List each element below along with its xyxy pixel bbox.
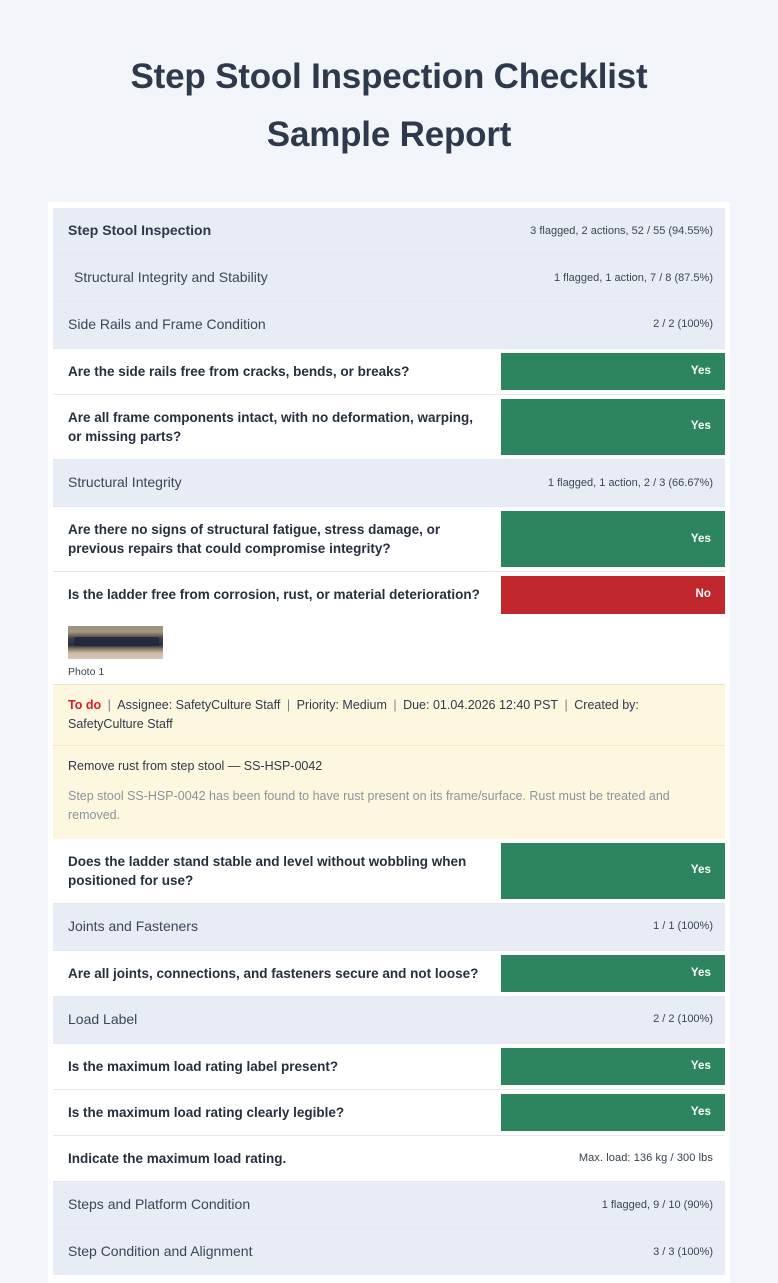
action-status-badge: To do	[68, 697, 102, 712]
section-label: Side Rails and Frame Condition	[53, 302, 501, 348]
question-row-are-there-no-signs-of-structural-fatigue-s	[53, 506, 725, 571]
question-row-are-all-joints-connections-and-fasteners-s	[53, 950, 725, 996]
checklist-card	[48, 202, 730, 1283]
action-due-date: Due: 01.04.2026 12:40 PST	[403, 697, 559, 712]
question-row-does-the-ladder-stand-stable-and-level-wit	[53, 839, 725, 903]
photo-caption: Photo 1	[68, 665, 105, 678]
section-label: Step Condition and Alignment	[53, 1229, 501, 1275]
photo-attachment	[53, 618, 725, 684]
question-row-is-the-ladder-free-from-corrosion-rust-or-	[53, 571, 725, 617]
section-label: Structural Integrity	[53, 460, 501, 506]
section-score: 1 flagged, 1 action, 7 / 8 (87.5%)	[501, 255, 725, 301]
section-score: 3 flagged, 2 actions, 52 / 55 (94.55%)	[501, 208, 725, 254]
action-assignee: Assignee: SafetyCulture Staff	[117, 697, 281, 712]
answer-cell	[501, 839, 725, 903]
section-row-step-stool-inspection	[53, 208, 725, 254]
meta-separator: |	[561, 697, 572, 712]
answer-cell	[501, 572, 725, 617]
answer-badge: Max. load: 136 kg / 300 lbs	[578, 1152, 713, 1165]
section-score: 1 flagged, 1 action, 2 / 3 (66.67%)	[501, 460, 725, 506]
answer-cell	[501, 349, 725, 394]
question-label: Is the maximum load rating label present?	[53, 1044, 501, 1089]
action-created-by: Created by: SafetyCulture Staff	[68, 697, 639, 731]
answer-badge: Yes	[501, 1048, 725, 1085]
page-title	[0, 0, 778, 164]
section-label: Joints and Fasteners	[53, 904, 501, 950]
section-row-load-label	[53, 996, 725, 1043]
answer-badge: No	[501, 576, 725, 613]
section-score: 3 / 3 (100%)	[501, 1229, 725, 1275]
question-label: Are all joints, connections, and fasteners secure and not loose?	[53, 951, 501, 996]
action-description: Step stool SS-HSP-0042 has been found to have rust present on its frame/surface. Rust must be treated and removed.	[68, 789, 670, 822]
section-row-step-condition-and-alignment	[53, 1228, 725, 1275]
action-title: Remove rust from step stool — SS-HSP-0042	[68, 759, 323, 774]
question-label: Does the ladder stand stable and level without wobbling when positioned for use?	[53, 839, 501, 903]
action-priority: Priority: Medium	[296, 697, 387, 712]
section-row-joints-and-fasteners	[53, 903, 725, 950]
section-score: 2 / 2 (100%)	[501, 997, 725, 1043]
page-title-line-1: Step Stool Inspection Checklist	[130, 57, 648, 96]
page-title-line-2: Sample Report	[266, 115, 512, 155]
action-meta-bar	[53, 684, 725, 746]
answer-cell	[501, 1090, 725, 1135]
meta-separator: |	[283, 697, 294, 712]
section-row-structural-integrity-and-stability	[53, 254, 725, 301]
question-label: Are all frame components intact, with no deformation, warping, or missing parts?	[53, 395, 501, 459]
photo-thumbnail-image[interactable]	[68, 626, 163, 659]
answer-cell	[501, 395, 725, 459]
action-detail-block	[53, 745, 725, 838]
answer-cell	[501, 1136, 725, 1181]
question-row-are-all-frame-components-intact-with-no-de	[53, 394, 725, 459]
section-score: 1 flagged, 9 / 10 (90%)	[501, 1182, 725, 1228]
question-row-is-the-maximum-load-rating-label-present	[53, 1043, 725, 1089]
answer-badge: Yes	[501, 955, 725, 992]
answer-cell	[501, 507, 725, 571]
section-row-side-rails-and-frame-condition	[53, 301, 725, 348]
answer-badge: Yes	[501, 353, 725, 390]
section-label: Structural Integrity and Stability	[53, 255, 501, 301]
question-row-is-the-maximum-load-rating-clearly-legible	[53, 1089, 725, 1135]
answer-badge: Yes	[501, 843, 725, 899]
question-label: Are there no signs of structural fatigue, stress damage, or previous repairs that could compromise integrity?	[53, 507, 501, 571]
section-label: Steps and Platform Condition	[53, 1182, 501, 1228]
question-label: Indicate the maximum load rating.	[53, 1136, 501, 1181]
section-row-structural-integrity	[53, 459, 725, 506]
answer-cell	[501, 951, 725, 996]
meta-separator: |	[389, 697, 401, 712]
answer-badge: Yes	[501, 399, 725, 455]
section-label: Step Stool Inspection	[53, 208, 501, 254]
answer-badge: Yes	[501, 1094, 725, 1131]
answer-cell	[501, 1044, 725, 1089]
section-score: 1 / 1 (100%)	[501, 904, 725, 950]
question-label: Is the maximum load rating clearly legible?	[53, 1090, 501, 1135]
answer-badge: Yes	[501, 511, 725, 567]
section-label: Load Label	[53, 997, 501, 1043]
section-score: 2 / 2 (100%)	[501, 302, 725, 348]
meta-separator: |	[104, 697, 115, 712]
question-label: Are the side rails free from cracks, bends, or breaks?	[53, 349, 501, 394]
question-row-indicate-the-maximum-load-rating	[53, 1135, 725, 1181]
question-row-are-the-side-rails-free-from-cracks-bends-	[53, 348, 725, 394]
question-label: Is the ladder free from corrosion, rust, or material deterioration?	[53, 572, 501, 617]
section-row-steps-and-platform-condition	[53, 1181, 725, 1228]
